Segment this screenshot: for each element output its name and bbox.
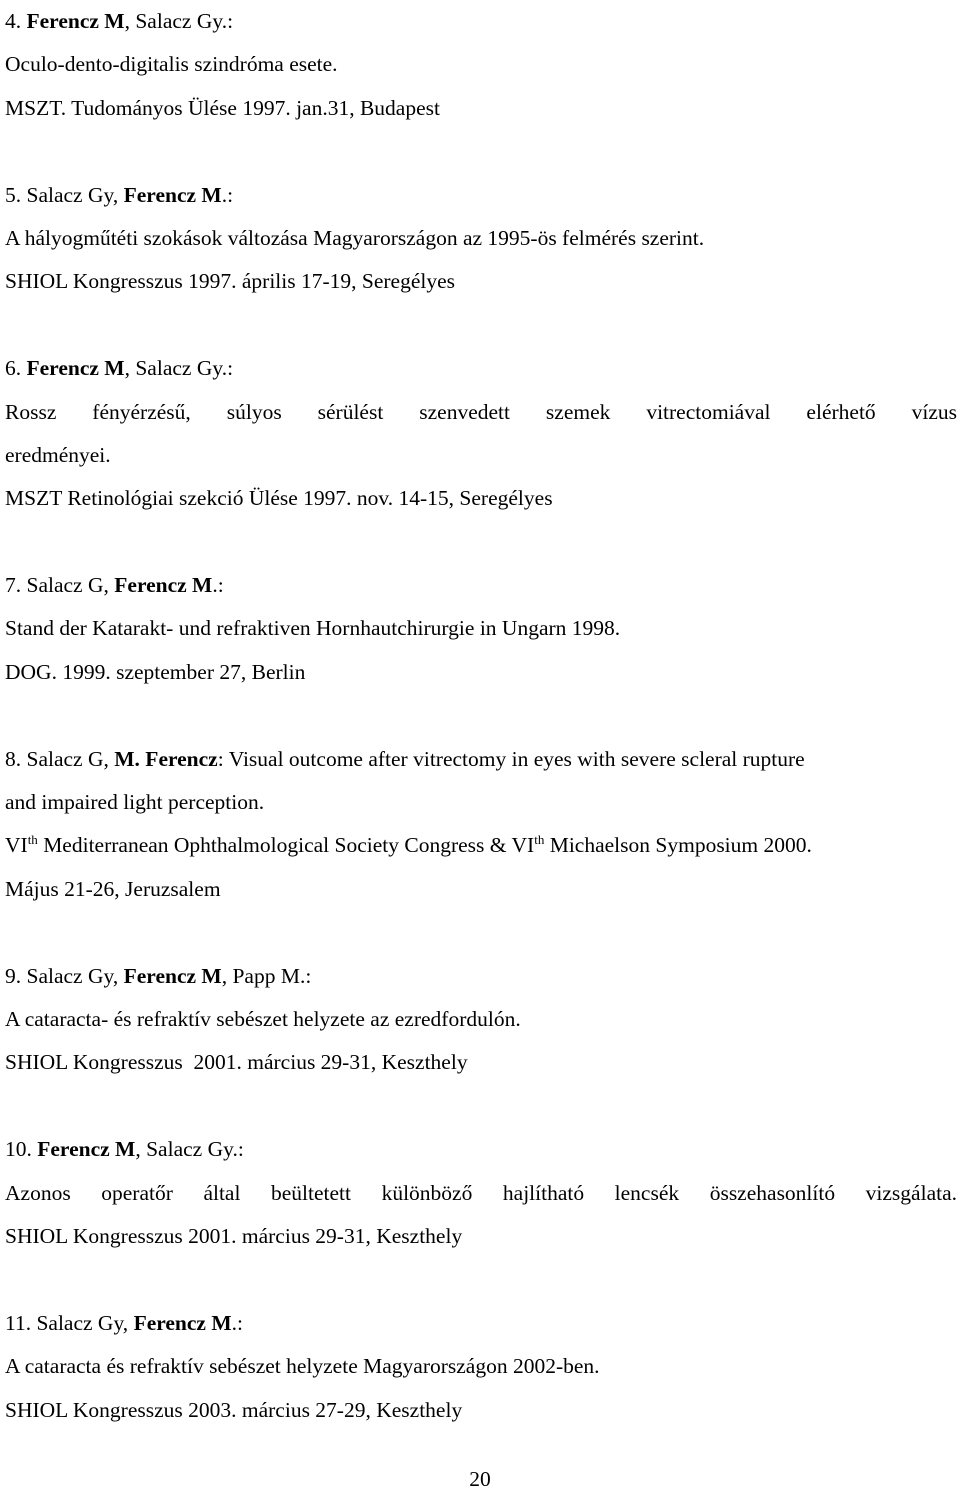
entry-title: Azonos operatőr által beültetett különböző hajlítható lencsék összehasonlító vizsgálata. <box>5 1180 957 1205</box>
entry-title: Visual outcome after vitrectomy in eyes with severe scleral rupture <box>228 746 805 771</box>
entry-number: 10. <box>5 1137 32 1162</box>
entry-venue: SHIOL Kongresszus 2001. március 29-31, Keszthely <box>5 1223 463 1248</box>
entry-venue: MSZT Retinológiai szekció Ülése 1997. nov. 14-15, Seregélyes <box>5 486 553 511</box>
entry-number: 8. <box>5 746 22 771</box>
entry-author-line <box>5 1128 957 1171</box>
entry-venue-date: Május 21-26, Jeruzsalem <box>5 876 221 901</box>
author-bold: M. Ferencz <box>114 746 218 771</box>
author-suffix: .: <box>231 1310 244 1335</box>
entry-venue: SHIOL Kongresszus 1997. április 17-19, Seregélyes <box>5 269 456 294</box>
author: , Papp M. <box>221 963 306 988</box>
author: Salacz G, <box>26 573 115 598</box>
entry-venue: SHIOL Kongresszus 2001. március 29-31, Keszthely <box>5 1050 468 1075</box>
entry-author-line <box>5 0 957 43</box>
page-number: 20 <box>469 1467 491 1491</box>
author-suffix: : <box>305 963 312 988</box>
entry-author-line <box>5 564 957 607</box>
entry-author-line <box>5 174 957 217</box>
entry-number: 9. <box>5 963 22 988</box>
entry-venue: DOG. 1999. szeptember 27, Berlin <box>5 659 306 684</box>
author: , Salacz Gy. <box>124 9 228 33</box>
entry-title: A cataracta- és refraktív sebészet helyzete az ezredfordulón. <box>5 1006 521 1031</box>
author: Salacz Gy, <box>36 1310 134 1335</box>
author: , Salacz Gy. <box>124 356 228 381</box>
entry-author-line <box>5 738 957 781</box>
author: , Salacz Gy. <box>135 1137 238 1162</box>
publication-entry-6 <box>5 347 957 521</box>
publication-entry-9 <box>5 955 957 1085</box>
entry-venue: MSZT. Tudományos Ülése 1997. jan.31, Budapest <box>5 95 440 120</box>
entry-title: A cataracta és refraktív sebészet helyzete Magyarországon 2002-ben. <box>5 1354 600 1379</box>
entry-number: 6. <box>5 356 22 381</box>
author-suffix: : <box>217 746 224 771</box>
document-page <box>5 0 957 1432</box>
author-suffix: : <box>227 356 234 381</box>
author-bold: Ferencz M <box>26 9 125 33</box>
author: Salacz Gy, <box>26 963 124 988</box>
entry-title: Rossz fényérzésű, súlyos sérülést szenvedett szemek vitrectomiával elérhető vízus <box>5 399 957 424</box>
author: Salacz G, <box>26 746 115 771</box>
entry-venue: SHIOL Kongresszus 2003. március 27-29, Keszthely <box>5 1397 463 1422</box>
author-suffix: .: <box>221 182 234 207</box>
publication-entry-5 <box>5 174 957 304</box>
entry-author-line <box>5 1302 957 1345</box>
entry-title: Stand der Katarakt- und refraktiven Hornhautchirurgie in Ungarn 1998. <box>5 616 621 641</box>
publication-entry-10 <box>5 1128 957 1258</box>
entry-number: 5. <box>5 182 22 207</box>
publication-entry-4 <box>5 0 957 130</box>
publication-entry-11 <box>5 1302 957 1432</box>
author-bold: Ferencz M <box>123 963 222 988</box>
publication-entry-7 <box>5 564 957 694</box>
entry-title: Oculo-dento-digitalis szindróma esete. <box>5 52 338 77</box>
entry-title-continued: eredményei. <box>5 442 111 467</box>
author-bold: Ferencz M <box>133 1310 232 1335</box>
author-bold: Ferencz M <box>123 182 222 207</box>
entry-title: A hályogműtéti szokások változása Magyarországon az 1995-ös felmérés szerint. <box>5 225 705 250</box>
author-bold: Ferencz M <box>114 573 213 598</box>
author-suffix: : <box>227 9 234 33</box>
entry-number: 4. <box>5 9 22 33</box>
publication-entry-8 <box>5 738 957 912</box>
author-suffix: .: <box>212 573 224 598</box>
entry-author-line <box>5 347 957 390</box>
author-bold: Ferencz M <box>26 356 125 381</box>
entry-number: 7. <box>5 573 22 598</box>
entry-title-continued: and impaired light perception. <box>5 790 265 815</box>
entry-author-line <box>5 955 957 998</box>
entry-number: 11. <box>5 1310 32 1335</box>
author-suffix: : <box>237 1137 244 1162</box>
author: Salacz Gy, <box>26 182 124 207</box>
author-bold: Ferencz M <box>37 1137 136 1162</box>
entry-venue: VIth Mediterranean Ophthalmological Society Congress & VIth Michaelson Symposium 2000. <box>5 832 812 858</box>
